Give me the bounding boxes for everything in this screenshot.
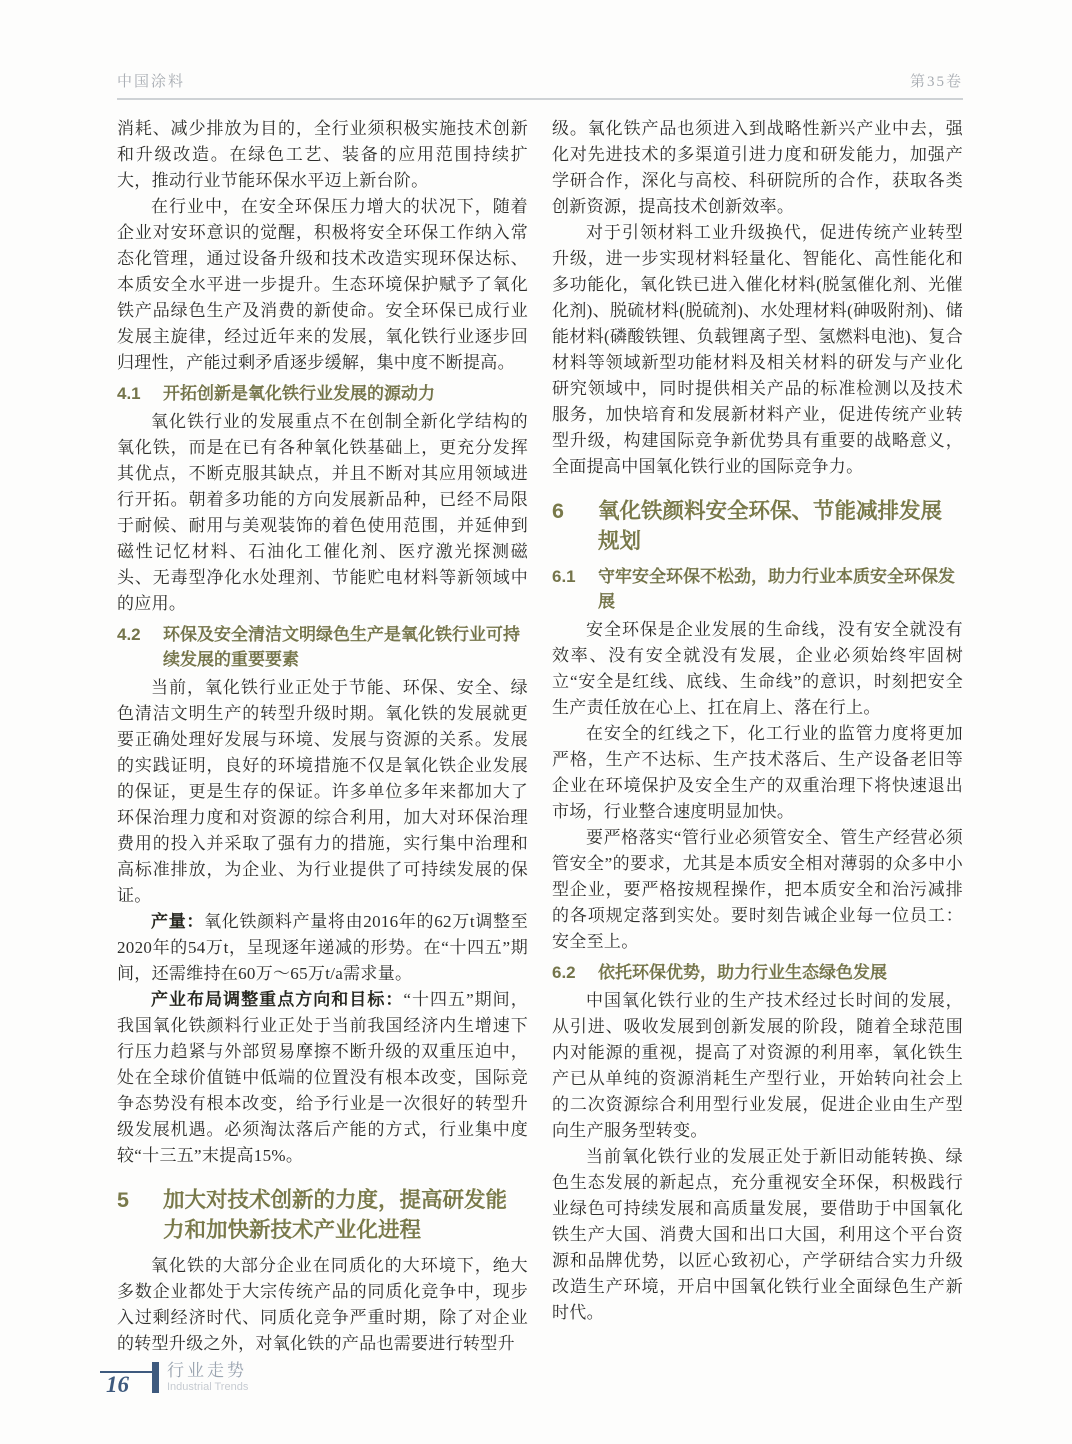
subsection-heading: [552, 960, 963, 985]
paragraph-lead: 产量：: [151, 912, 205, 931]
paragraph: 在行业中，在安全环保压力增大的状况下，随着企业对安环意识的觉醒，积极将安全环保工作纳入常态化管理，通过设备升级和技术改造实现环保达标、本质安全水平进一步提升。生态环境保护赋予了氧化铁产品绿色生产及消费的新使命。安全环保已成行业发展主旋律，经过近年来的发展，氧化铁行业逐步回归理性，产能过剩矛盾逐步缓解，集中度不断提高。: [117, 197, 528, 372]
section-title: 依托环保优势，助力行业生态绿色发展: [598, 963, 887, 982]
paragraph: 氧化铁的大部分企业在同质化的大环境下，绝大多数企业都处于大宗传统产品的同质化竞争中，现步入过剩经济时代、同质化竞争严重时期，除了对企业的转型升级之外，对氧化铁的产品也需要进行转型升: [117, 1256, 528, 1353]
paragraph: 当前，氧化铁行业正处于节能、环保、安全、绿色清洁文明生产的转型升级时期。氧化铁的发展就更要正确处理好发展与环境、发展与资源的关系。发展的实践证明，良好的环境措施不仅是氧化铁企业发展的保证，更是生存的保证。许多单位多年来都加大了环保治理力度和对资源的综合利用，加大对环保治理费用的投入并采取了强有力的措施，实行集中治理和高标准排放，为企业、为行业提供了可持续发展的保证。: [117, 678, 528, 905]
section-title: 加大对技术创新的力度，提高研发能力和加快新技术产业化进程: [163, 1188, 508, 1242]
left-column: [117, 116, 528, 1357]
running-header: [117, 70, 963, 100]
section-title: 开拓创新是氧化铁行业发展的源动力: [163, 384, 435, 403]
section-title: 环保及安全清洁文明绿色生产是氧化铁行业可持续发展的重要要素: [163, 625, 520, 669]
right-column: [552, 116, 963, 1357]
section-title: 守牢安全环保不松劲，助力行业本质安全环保发展: [598, 567, 955, 611]
section-number: 5: [117, 1188, 129, 1212]
section-number: 4.1: [117, 384, 141, 403]
paragraph: 产量：氧化铁颜料产量将由2016年的62万t调整至2020年的54万t，呈现逐年递减的形势。在“十四五”期间，还需维持在60万～65万t/a需求量。: [117, 912, 529, 983]
article-body: [117, 116, 963, 1357]
paragraph: 安全环保是企业发展的生命线，没有安全就没有效率、没有安全就没有发展，企业必须始终牢固树立“安全是红线、底线、生命线”的意识，时刻把安全生产责任放在心上、扛在肩上、落在行上。: [552, 620, 963, 717]
subsection-heading: [117, 622, 528, 672]
paragraph: 氧化铁行业的发展重点不在创制全新化学结构的氧化铁，而是在已有各种氧化铁基础上，更充分发挥其优点，不断克服其缺点，并且不断对其应用领域进行开拓。朝着多功能的方向发展新品种，已经不局限于耐候、耐用与美观装饰的着色使用范围，并延伸到磁性记忆材料、石油化工催化剂、医疗激光探测磁头、无毒型净化水处理剂、节能贮电材料等新领域中的应用。: [117, 412, 528, 613]
section-number: 6: [552, 499, 564, 523]
volume-label: 第35卷: [909, 74, 963, 90]
section-number: 4.2: [117, 625, 141, 644]
subsection-heading: [117, 381, 528, 406]
paragraph: 对于引领材料工业升级换代，促进传统产业转型升级，进一步实现材料轻量化、智能化、高性能化和多功能化，氧化铁已进入催化材料(脱氢催化剂、光催化剂)、脱硫材料(脱硫剂)、水处理材料(砷吸附剂)、储能材料(磷酸铁锂、负载锂离子型、氢燃料电池)、复合材料等领域新型功能材料及相关材料的研发与产业化研究领域中，同时提供相关产品的标准检测以及技术服务，加快培育和发展新材料产业，促进传统产业转型升级，构建国际竞争新优势具有重要的战略意义，全面提高中国氧化铁行业的国际竞争力。: [552, 223, 963, 476]
footer-section-chinese: 行业走势: [167, 1361, 247, 1380]
section-heading: [552, 496, 963, 556]
paragraph: 级。氧化铁产品也须进入到战略性新兴产业中去，强化对先进技术的多渠道引进力度和研发能力，加强产学研合作，深化与高校、科研院所的合作，获取各类创新资源，提高技术创新效率。: [552, 119, 963, 216]
section-title: 氧化铁颜料安全环保、节能减排发展规划: [598, 499, 943, 553]
paragraph: 要严格落实“管行业必须管安全、管生产经营必须管安全”的要求，尤其是本质安全相对薄弱的众多中小型企业，要严格按规程操作，把本质安全和治污减排的各项规定落到实处。要时刻告诫企业每一位员工：安全至上。: [552, 828, 963, 951]
footer-divider-bar: [152, 1362, 159, 1393]
paragraph: 在安全的红线之下，化工行业的监管力度将更加严格，生产不达标、生产技术落后、生产设备老旧等企业在环境保护及安全生产的双重治理下将快速退出市场，行业整合速度明显加快。: [552, 724, 963, 821]
paragraph: 中国氧化铁行业的生产技术经过长时间的发展，从引进、吸收发展到创新发展的阶段，随着全球范围内对能源的重视，提高了对资源的利用率，氧化铁生产已从单纯的资源消耗生产型行业，开始转向社会上的二次资源综合利用型行业发展，促进企业由生产型向生产服务型转变。: [552, 991, 963, 1140]
section-heading: [117, 1185, 528, 1245]
footer-section-english: Industrial Trends: [167, 1381, 249, 1393]
section-number: 6.1: [552, 567, 576, 586]
page-number: 16: [106, 1372, 129, 1397]
paragraph-lead: 产业布局调整重点方向和目标：: [151, 990, 404, 1009]
page-footer: [100, 1362, 420, 1410]
paragraph: 消耗、减少排放为目的，全行业须积极实施技术创新和升级改造。在绿色工艺、装备的应用范围持续扩大，推动行业节能环保水平迈上新台阶。: [117, 119, 528, 190]
section-number: 6.2: [552, 963, 576, 982]
subsection-heading: [552, 564, 963, 614]
paragraph: 产业布局调整重点方向和目标：“十四五”期间，我国氧化铁颜料行业正处于当前我国经济内生增速下行压力趋紧与外部贸易摩擦不断升级的双重压迫中，处在全球价值链中低端的位置没有根本改变，国际竞争态势没有根本改变，给予行业是一次很好的转型升级发展机遇。必须淘汰落后产能的方式，行业集中度较“十三五”末提高15%。: [117, 990, 528, 1165]
paragraph: 当前氧化铁行业的发展正处于新旧动能转换、绿色生态发展的新起点，充分重视安全环保，积极践行业绿色可持续发展和高质量发展，要借助于中国氧化铁生产大国、消费大国和出口大国，利用这个平台资源和品牌优势，以匠心致初心，产学研结合实力升级改造生产环境，开启中国氧化铁行业全面绿色生产新时代。: [552, 1147, 963, 1322]
journal-title: 中国涂料: [117, 74, 186, 90]
